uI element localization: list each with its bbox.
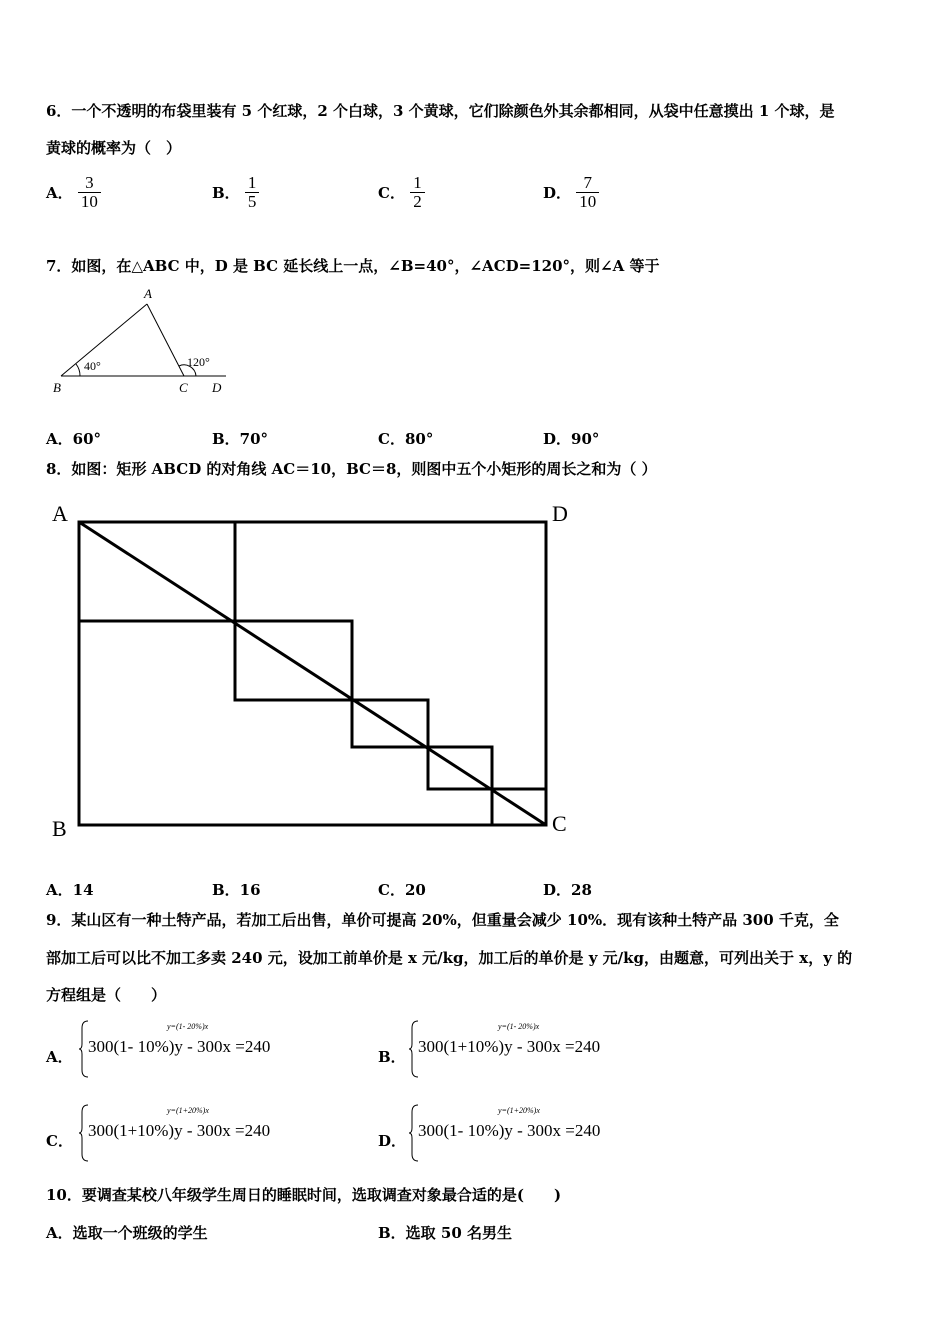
q9-option-d-eq1: y=(1+20%)x — [498, 1106, 540, 1115]
q6-option-c-fraction — [410, 174, 425, 211]
q6-option-c-label: C． — [378, 183, 405, 202]
q7-option-d: D．90° — [543, 430, 600, 448]
q6-option-d-fraction — [576, 174, 599, 211]
q6-option-b-label: B． — [212, 183, 240, 202]
q9-line2: 部加工后可以比不加工多卖 240 元，设加工前单价是 x 元/kg，加工后的单价是 y 元/kg，由题意，可列出关于 x，y 的 — [46, 949, 853, 967]
q7-angle-b-label: 40° — [84, 359, 101, 373]
q6-option-b-fraction — [245, 174, 260, 211]
q9-option-c-label: C． — [46, 1132, 73, 1150]
q8-rectangle-figure — [44, 495, 584, 845]
q9-option-c-eq1: y=(1+20%)x — [167, 1106, 209, 1115]
fraction-denominator: 10 — [78, 192, 101, 211]
q6-option-a-fraction — [78, 174, 101, 211]
q6-option-a — [46, 174, 101, 211]
q7-label-a: A — [144, 286, 152, 301]
fraction-numerator: 7 — [583, 173, 592, 192]
q9-option-a-label: A． — [46, 1048, 73, 1066]
q6-option-b — [212, 174, 259, 211]
q7-label-b: B — [53, 380, 61, 395]
q7-angle-c-label: 120° — [187, 355, 210, 369]
q8-label-b: B — [52, 816, 67, 841]
q9-option-a-eq2: 300(1- 10%)y - 300x =240 — [88, 1037, 271, 1056]
q6-option-a-label: A． — [46, 183, 73, 202]
q7-text: 7．如图，在△ABC 中，D 是 BC 延长线上一点，∠B=40°，∠ACD=120°，则∠A 等于 — [46, 257, 660, 275]
q8-label-a: A — [52, 501, 68, 526]
fraction-denominator: 2 — [410, 192, 425, 211]
q6-line2: 黄球的概率为（ ） — [46, 139, 182, 157]
q9-line3: 方程组是（ ） — [46, 986, 167, 1004]
q9-option-b-label: B． — [378, 1048, 406, 1066]
q9-option-a-eq1: y=(1- 20%)x — [167, 1022, 209, 1031]
q7-option-c: C．80° — [378, 430, 434, 448]
q7-option-a: A．60° — [46, 430, 102, 448]
q8-option-b: B．16 — [212, 881, 261, 899]
q9-option-b-eq2: 300(1+10%)y - 300x =240 — [418, 1037, 601, 1056]
q8-diagonal-ac — [79, 522, 546, 825]
q10-text: 10．要调查某校八年级学生周日的睡眠时间，选取调查对象最合适的是( ) — [46, 1186, 562, 1204]
q9-option-c-eq2: 300(1+10%)y - 300x =240 — [88, 1121, 271, 1140]
q6-option-d-label: D． — [543, 183, 572, 202]
q6-option-c — [378, 174, 425, 211]
fraction-numerator: 3 — [85, 173, 94, 192]
q8-label-d: D — [552, 501, 568, 526]
q7-triangle-figure — [44, 283, 244, 399]
q8-option-a: A．14 — [46, 881, 94, 899]
q10-option-a: A．选取一个班级的学生 — [46, 1224, 208, 1242]
q8-label-c: C — [552, 811, 567, 836]
q7-option-b: B．70° — [212, 430, 269, 448]
q10-option-b: B．选取 50 名男生 — [378, 1224, 512, 1242]
q8-option-c: C．20 — [378, 881, 426, 899]
q7-angle-b-arc — [76, 364, 80, 376]
q6-option-d — [543, 174, 599, 211]
q7-side-ba — [61, 304, 147, 376]
fraction-denominator: 10 — [576, 192, 599, 211]
fraction-denominator: 5 — [245, 192, 260, 211]
q9-option-b-eq1: y=(1- 20%)x — [498, 1022, 540, 1031]
q8-text: 8．如图：矩形 ABCD 的对角线 AC＝10，BC＝8，则图中五个小矩形的周长之和为（ ） — [46, 460, 657, 478]
q7-side-ac — [147, 304, 184, 376]
q9-line1: 9．某山区有一种土特产品，若加工后出售，单价可提高 20%，但重量会减少 10%．现有该种土特产品 300 千克，全 — [46, 911, 839, 929]
fraction-numerator: 1 — [413, 173, 422, 192]
fraction-numerator: 1 — [247, 173, 257, 192]
q9-option-d-eq2: 300(1- 10%)y - 300x =240 — [418, 1121, 601, 1140]
q7-label-c: C — [179, 380, 188, 395]
q8-option-d: D．28 — [543, 881, 592, 899]
q7-label-d: D — [212, 380, 222, 395]
q6-line1: 6．一个不透明的布袋里装有 5 个红球，2 个白球，3 个黄球，它们除颜色外其余都相同，从袋中任意摸出 1 个球，是 — [46, 102, 835, 120]
q9-option-d-label: D． — [378, 1132, 407, 1150]
